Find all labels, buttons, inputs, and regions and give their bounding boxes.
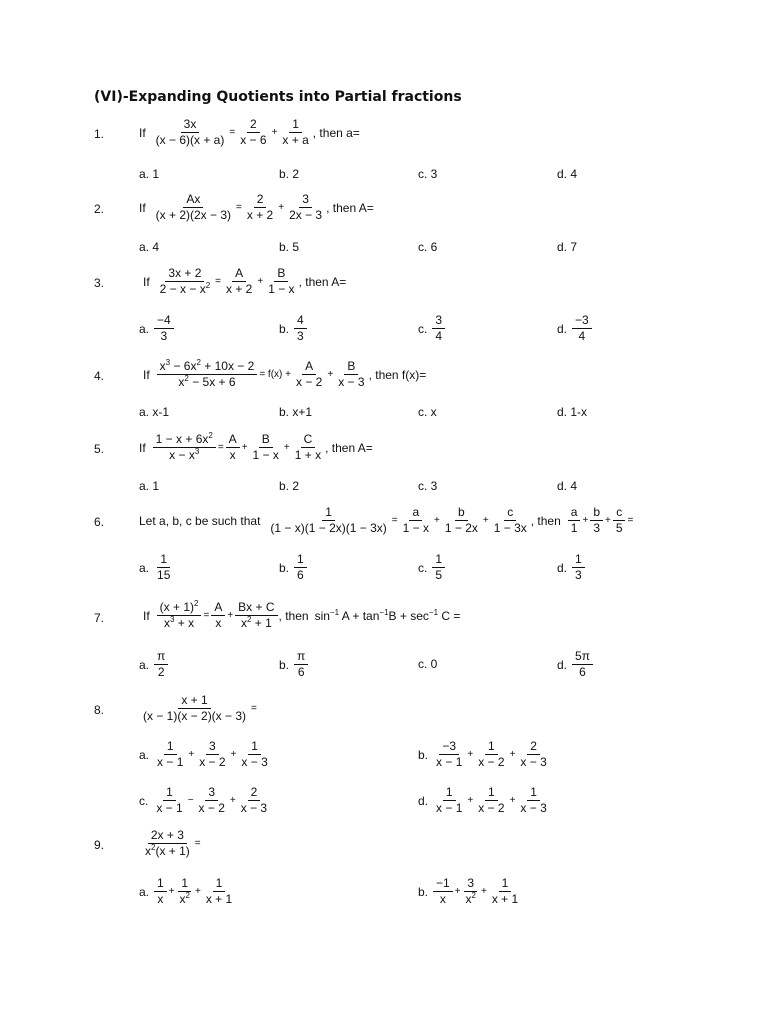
option-b: b. 2 <box>279 479 300 493</box>
option-b: b. 2 <box>279 167 300 181</box>
question-stem: $\frac{2x + 3}{x^2(x + 1)}$ = <box>141 829 202 858</box>
question-number: 3. <box>94 276 105 290</box>
question-stem: If $\frac{1 - x + 6x^2}{x - x^3}$ = $\frac{A}{x}$ + $\frac{B}{1 - x}$ + $\frac{C}{1 + x}$ , then A= <box>139 431 373 462</box>
question-number: 7. <box>94 611 105 625</box>
option-b: b. 1 6 <box>279 553 308 582</box>
fraction: $\frac{x^3 - 6x^2 + 10x - 2}{x^2 - 5x + 6}$ <box>157 360 258 389</box>
fraction: $\frac{1}{(1 - x)(1 - 2x)(1 - 3x)}$ <box>270 505 387 535</box>
question-number: 5. <box>94 442 105 456</box>
fraction: $\frac{3x + 2}{2 - x - x^2}$ <box>159 266 211 296</box>
option-a: a. 1 15 <box>139 552 171 582</box>
fraction: $\frac{B}{1 - x}$ <box>268 266 295 296</box>
question-stem: Let a, b, c be such that $\frac{1}{(1 - x)(1 - 2x)(1 - 3x)}$ = $\frac{a}{1 - x}$ + $\frac{b}{1 - 2x}$ + $\frac{c}{1 - 3x}$ , then a 1 + $\frac{b}{3}$ + $\frac{c}{5}$ = <box>139 505 634 535</box>
fraction: $\frac{B}{x - 3}$ <box>338 359 365 389</box>
option-c: c. 3 <box>418 167 438 181</box>
option-d: d. 1-x <box>557 405 588 419</box>
option-d: d. 4 <box>557 167 578 181</box>
option-b: b. −3 x − 1 + $\frac{1}{x - 2}$ + $\frac{2}{x - 3}$ <box>418 739 547 769</box>
option-b: b. x+1 <box>279 405 313 419</box>
option-c: c. 1 x − 1 − $\frac{3}{x - 2}$ + $\frac{2}{x - 3}$ <box>139 785 268 815</box>
question-stem: If $\frac{3x + 2}{2 - x - x^2}$ = $\frac{A}{x + 2}$ + $\frac{B}{1 - x}$ , then A= <box>143 266 347 296</box>
option-c: c. 0 <box>418 657 438 671</box>
page-title: (VI)-Expanding Quotients into Partial fractions <box>94 89 462 105</box>
option-c: c. 1 5 <box>418 553 446 582</box>
option-a: a. 1 x + $\frac{1}{x^2}$ + $\frac{1}{x + 1}$ <box>139 876 233 906</box>
option-a: a. 1 <box>139 479 160 493</box>
question-number: 8. <box>94 703 105 717</box>
option-b: b. 5 <box>279 240 300 254</box>
option-d: d. 1 3 <box>557 553 586 582</box>
option-a: a. π 2 <box>139 650 169 679</box>
option-d: d. −3 4 <box>557 314 593 343</box>
fraction: $\frac{1}{x + a}$ <box>282 117 309 147</box>
question-number: 9. <box>94 838 105 852</box>
inverse-trig-expression: $\sin^{-1} A + \tan^{-1}B + \sec^{-1} C$ = <box>314 607 461 623</box>
fraction: $\frac{3}{2x - 3}$ <box>289 192 323 222</box>
option-d: d. 7 <box>557 240 578 254</box>
fraction: $\frac{c}{1 - 3x}$ <box>493 505 527 535</box>
fraction: $\frac{c}{5}$ <box>613 506 626 535</box>
fraction: $\frac{b}{3}$ <box>590 506 603 535</box>
option-a: a. 1 <box>139 167 160 181</box>
question-stem: If $\frac{Ax}{(x + 2)(2x - 3)}$ = $\frac{2}{x + 2}$ + $\frac{3}{2x - 3}$ , then A= <box>139 192 374 222</box>
option-d: d. 5π 6 <box>557 650 594 679</box>
fraction: $\frac{Bx + C}{x^2 + 1}$ <box>235 601 277 630</box>
fraction: $\frac{2}{x - 6}$ <box>240 117 267 147</box>
option-b: b. 4 3 <box>279 314 308 343</box>
question-number: 2. <box>94 202 105 216</box>
fraction: $\frac{A}{x - 2}$ <box>296 359 323 389</box>
fraction: $\frac{2x + 3}{x^2(x + 1)}$ <box>145 828 190 858</box>
question-stem: If $\frac{(x + 1)^2}{x^3 + x}$ = $\frac{A}{x}$ + $\frac{Bx + C}{x^2 + 1}$ , then $\sin^{-1} A + \tan^{-1}B + \sec^{-1} C$ = <box>143 599 461 630</box>
option-c: c. 3 4 <box>418 314 446 343</box>
option-a: a. 4 <box>139 240 160 254</box>
fraction: $\frac{A}{x + 2}$ <box>226 266 253 296</box>
question-number: 1. <box>94 127 105 141</box>
fraction: $\frac{a}{1 - x}$ <box>402 505 429 535</box>
fraction: $\frac{A}{x}$ <box>211 601 225 630</box>
fraction: a 1 <box>568 506 581 535</box>
question-stem: $\frac{x + 1}{(x - 1)(x - 2)(x - 3)}$ = <box>139 694 258 723</box>
fraction: $\frac{(x + 1)^2}{x^3 + x}$ <box>157 601 202 630</box>
fraction: $\frac{x + 1}{(x - 1)(x - 2)(x - 3)}$ <box>143 693 247 723</box>
option-d: d. 4 <box>557 479 578 493</box>
fraction: $\frac{3x}{(x - 6)(x + a)}$ <box>155 117 225 147</box>
fraction: $\frac{B}{1 - x}$ <box>252 432 279 462</box>
option-c: c. x <box>418 405 437 419</box>
option-b: b. −1 x + $\frac{3}{x^2}$ + $\frac{1}{x + 1}$ <box>418 876 519 906</box>
option-a: a. 1 x − 1 + $\frac{3}{x - 2}$ + $\frac{1}{x - 3}$ <box>139 739 268 769</box>
fraction: $\frac{1 - x + 6x^2}{x - x^3}$ <box>153 433 216 462</box>
question-stem: If $\frac{3x}{(x - 6)(x + a)}$ = $\frac{2}{x - 6}$ + $\frac{1}{x + a}$ , then a= <box>139 117 360 147</box>
option-b: b. π 6 <box>279 650 309 679</box>
fraction: $\frac{Ax}{(x + 2)(2x - 3)}$ <box>155 192 232 222</box>
question-number: 6. <box>94 515 105 529</box>
option-c: c. 6 <box>418 240 438 254</box>
fraction: $\frac{b}{1 - 2x}$ <box>444 505 478 535</box>
fraction: $\frac{C}{1 + x}$ <box>294 432 322 462</box>
option-a: a. x-1 <box>139 405 170 419</box>
question-stem: If $\frac{x^3 - 6x^2 + 10x - 2}{x^2 - 5x + 6}$ = f(x) + $\frac{A}{x - 2}$ + $\frac{B}{x - 3}$ , then f(x)= <box>143 358 427 389</box>
option-c: c. 3 <box>418 479 438 493</box>
question-number: 4. <box>94 369 105 383</box>
fraction: $\frac{A}{x}$ <box>226 433 240 462</box>
option-d: d. 1 x − 1 + $\frac{1}{x - 2}$ + $\frac{1}{x - 3}$ <box>418 785 547 815</box>
fraction: $\frac{2}{x + 2}$ <box>246 192 274 222</box>
option-a: a. −4 3 <box>139 314 175 343</box>
